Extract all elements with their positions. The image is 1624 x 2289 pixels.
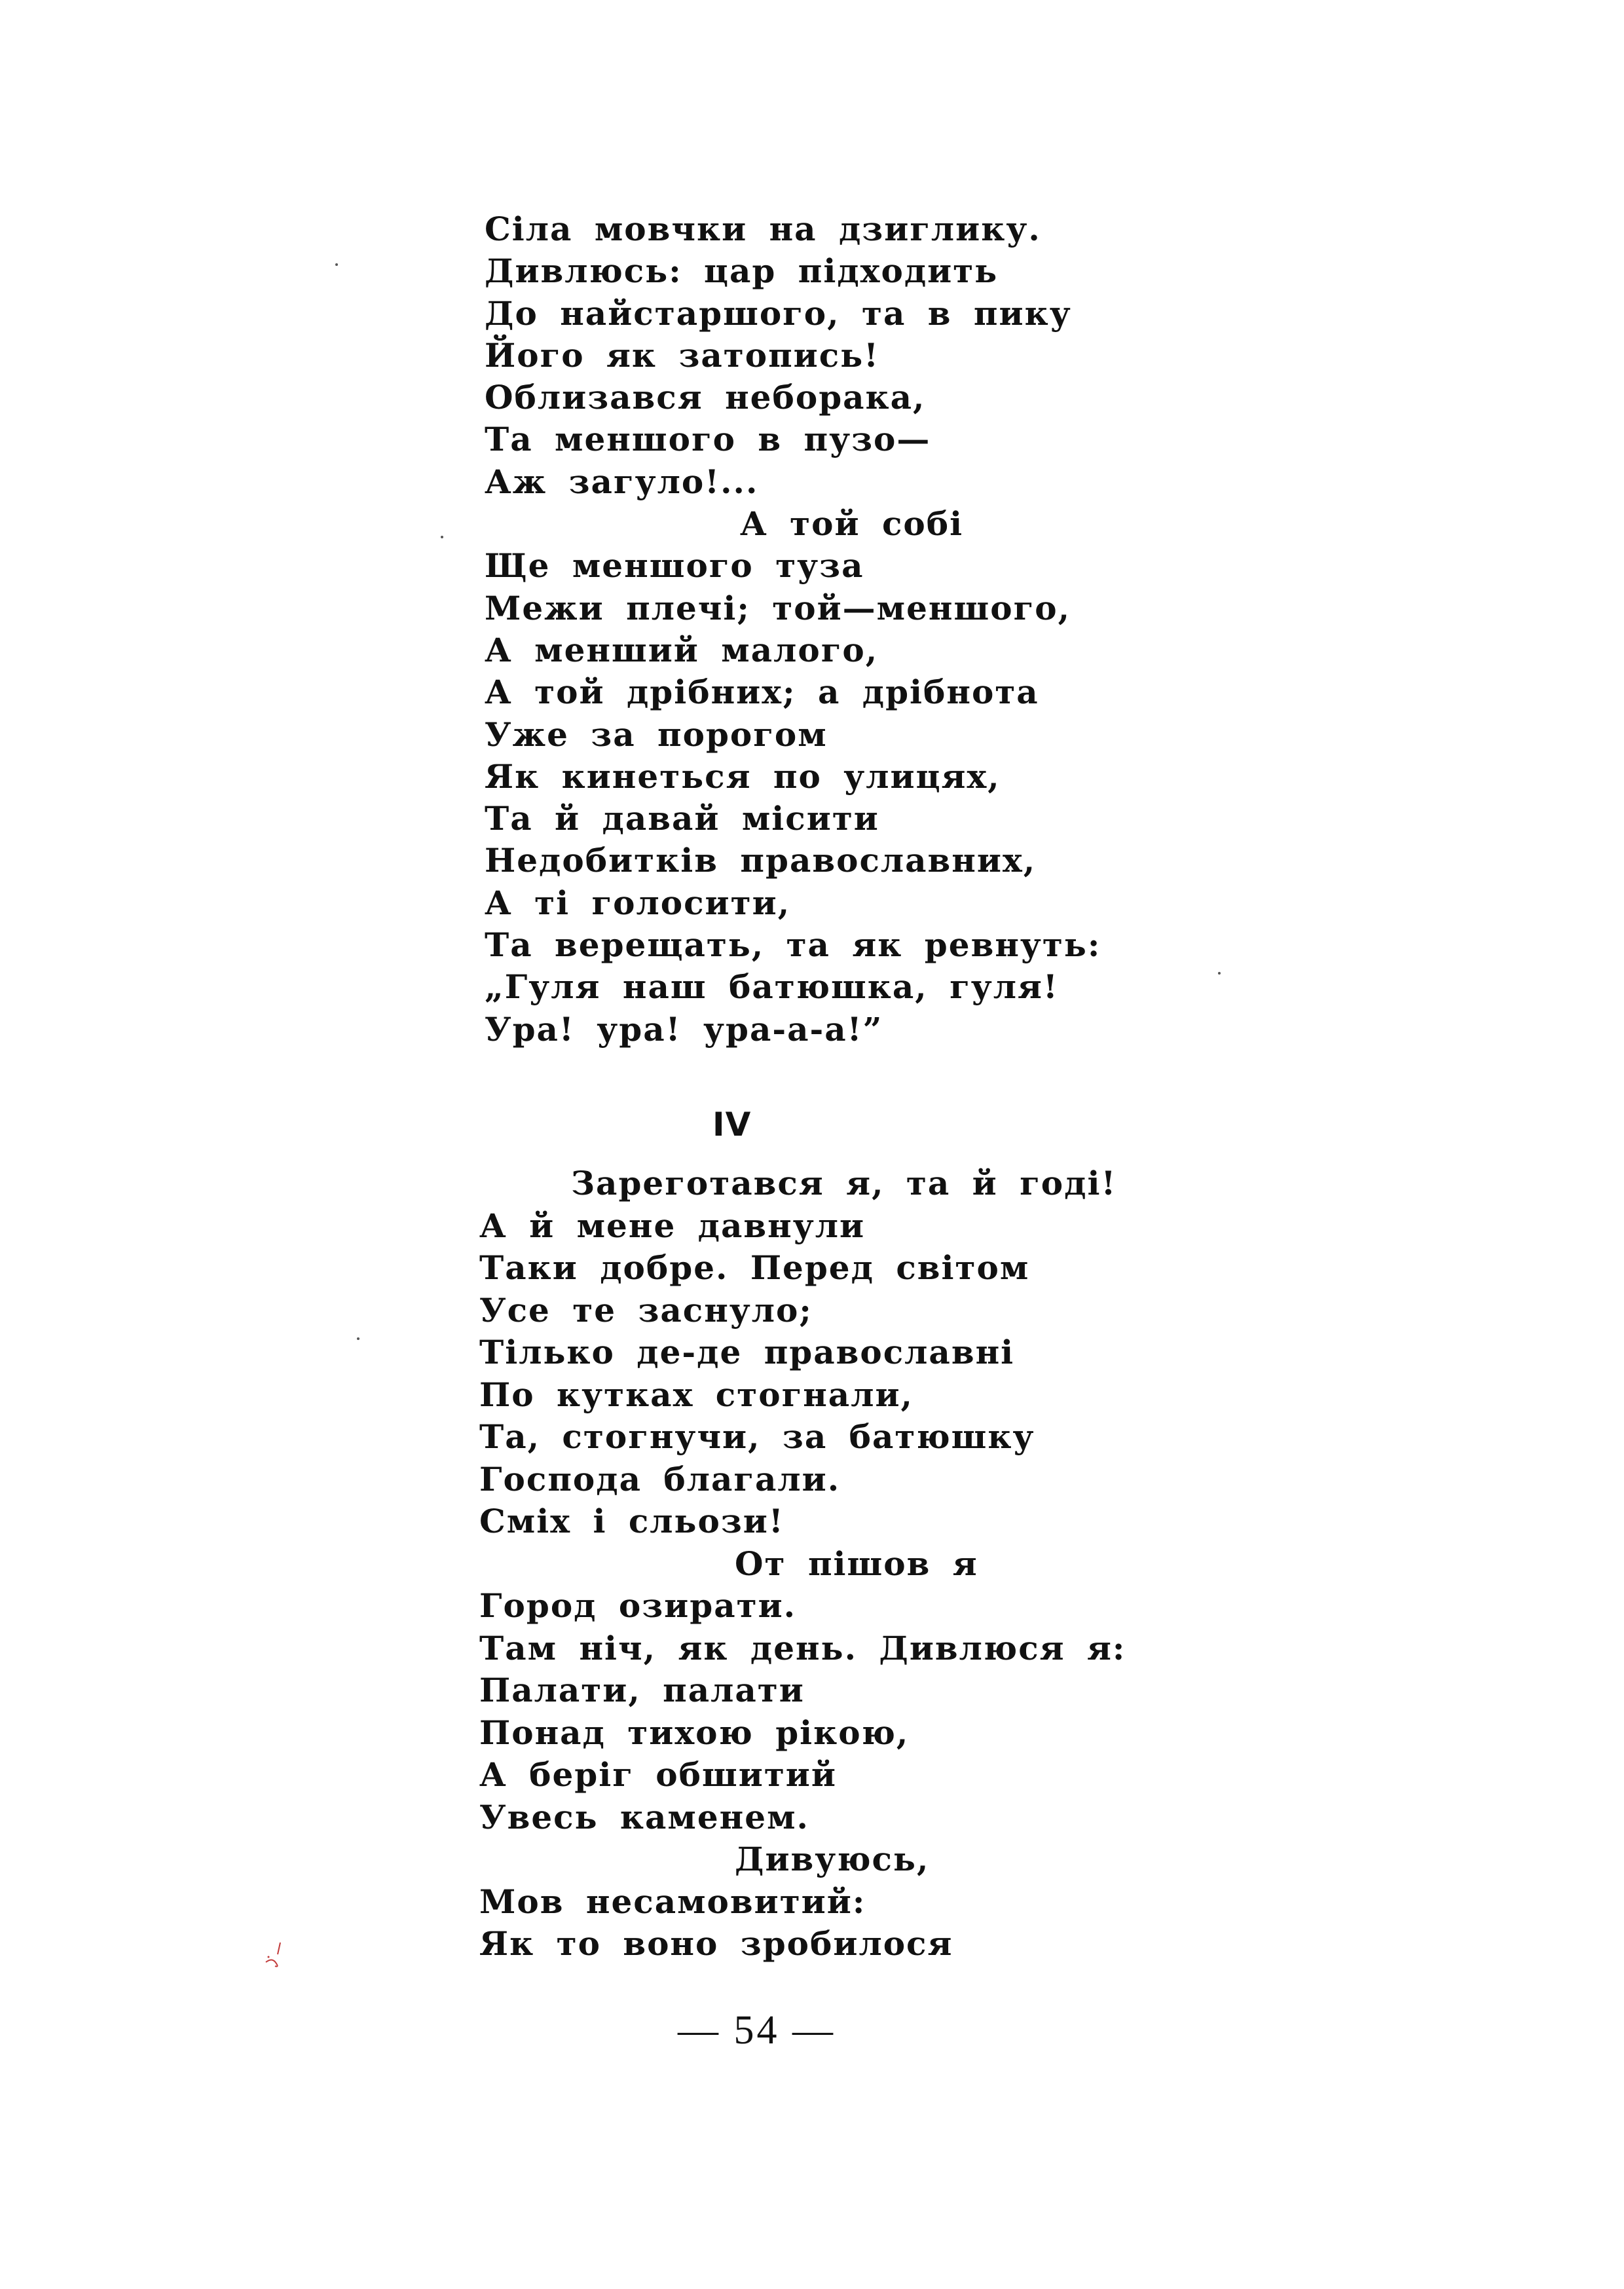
- scan-speck: [335, 263, 338, 266]
- scan-speck: [1218, 972, 1221, 975]
- poem-line: По кутках стогнали,: [479, 1375, 913, 1414]
- poem-line: Сміх і сльози!: [479, 1502, 784, 1540]
- section-heading: IV: [712, 1106, 752, 1144]
- poem-line: Межи плечі; той—меншого,: [485, 588, 1071, 627]
- poem-line: Тілько де-де православні: [479, 1333, 1015, 1371]
- scan-speck: [441, 536, 443, 538]
- poem-line: Його як затопись!: [485, 335, 880, 375]
- ink-mark-icon: [261, 1940, 289, 1969]
- poem-line: Як то воно зробилося: [479, 1924, 953, 1963]
- poem-line: Та меншого в пузо—: [485, 420, 931, 459]
- poem-line: Та верещать, та як ревнуть:: [485, 925, 1101, 965]
- poem-line: Понад тихою рікою,: [479, 1713, 910, 1752]
- poem-line: Мов несамовитий:: [479, 1882, 866, 1921]
- poem-line: А той дрібних; а дрібнота: [485, 673, 1039, 712]
- poem-line: Зареготався я, та й годі!: [571, 1164, 1117, 1202]
- poem-line: Увесь каменем.: [479, 1797, 809, 1836]
- poem-stanza-1: [485, 208, 1101, 1051]
- poem-line: Аж загуло!...: [485, 462, 759, 501]
- poem-stanza-2: [479, 1163, 1126, 1965]
- poem-line: Та, стогнучи, за батюшку: [479, 1417, 1035, 1456]
- poem-line: Таки добре. Перед світом: [479, 1248, 1030, 1287]
- poem-line: А менший малого,: [485, 630, 879, 669]
- poem-line: Як кинеться по улицях,: [485, 756, 1001, 796]
- poem-line: От пішов я: [735, 1544, 978, 1583]
- poem-line: А той собі: [740, 504, 964, 544]
- poem-line: А й мене давнули: [479, 1206, 866, 1245]
- poem-line: Город озирати.: [479, 1586, 797, 1625]
- poem-line: Ще меншого туза: [485, 546, 864, 586]
- poem-line: Там ніч, як день. Дивлюся я:: [479, 1628, 1126, 1667]
- poem-line: Усе те заснуло;: [479, 1290, 813, 1330]
- poem-line: Господа благали.: [479, 1459, 841, 1498]
- poem-line: Палати, палати: [479, 1671, 805, 1709]
- poem-line: До найстаршого, та в пику: [485, 293, 1072, 333]
- poem-line: Сіла мовчки на дзиглику.: [485, 210, 1041, 248]
- page-number: — 54 —: [678, 2008, 836, 2053]
- poem-line: Дивуюсь,: [735, 1840, 930, 1878]
- scan-speck: [357, 1337, 360, 1340]
- poem-line: „Гуля наш батюшка, гуля!: [485, 967, 1059, 1007]
- poem-line: Дивлюсь: цар підходить: [485, 251, 999, 291]
- poem-line: Уже за порогом: [485, 715, 828, 754]
- poem-line: А ті голосити,: [485, 883, 791, 922]
- poem-line: Недобитків православних,: [485, 841, 1037, 880]
- poem-line: Ура! ура! ура-а-а!”: [485, 1009, 883, 1049]
- poem-line: А беріг обшитий: [479, 1755, 837, 1794]
- poem-line: Та й давай місити: [485, 799, 879, 838]
- poem-line: Облизався неборака,: [485, 378, 926, 417]
